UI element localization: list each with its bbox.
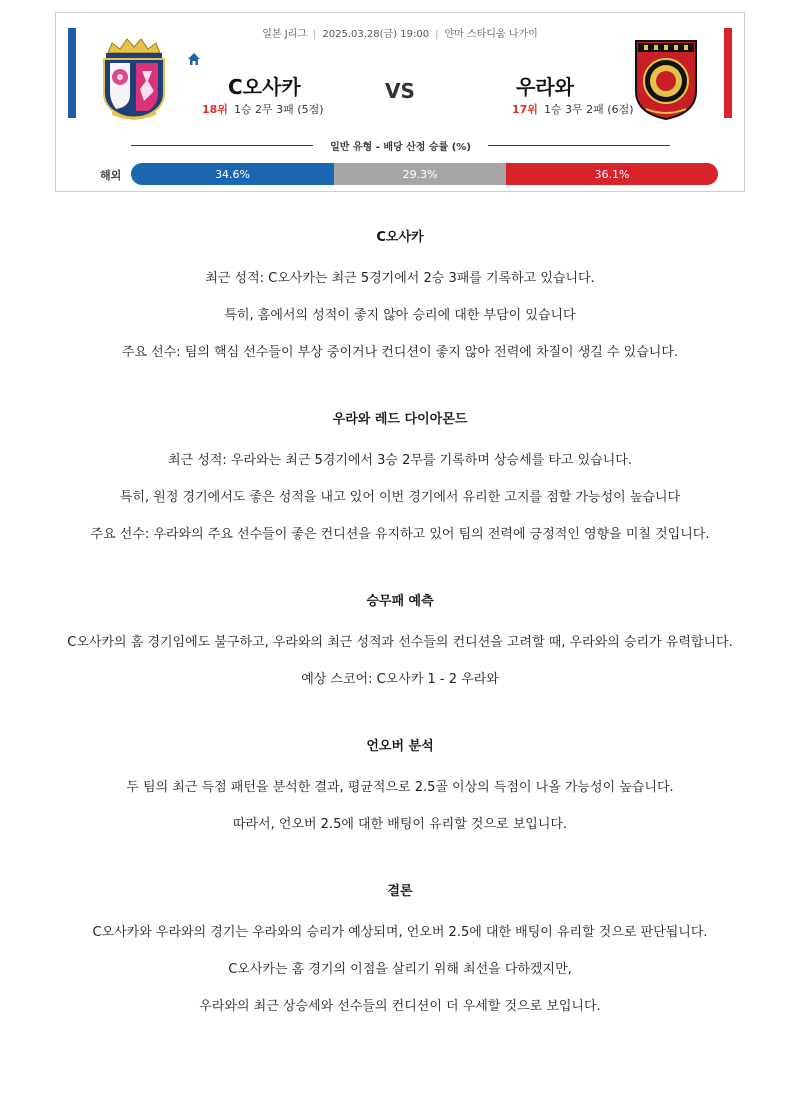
match-datetime: 2025.03.28(금) 19:00 [322, 29, 430, 40]
section-title: 언오버 분석 [366, 739, 434, 754]
home-win-probability: 34.6% [131, 163, 334, 185]
section-paragraph: 따라서, 언오버 2.5에 대한 배팅이 유리할 것으로 보입니다. [232, 817, 568, 832]
section-paragraph: 최근 성적: 우라와는 최근 5경기에서 3승 2무를 기록하며 상승세를 타고 있습니다. [168, 453, 632, 468]
away-team-crest-icon [624, 35, 708, 121]
home-color-bar [68, 28, 76, 118]
analysis-section [0, 412, 800, 544]
section-paragraph: C오사카는 홈 경기의 이점을 살리기 위해 최선을 다하겠지만, [228, 962, 572, 977]
away-team-standing: 1승 3무 2패 (6점) [543, 103, 634, 116]
away-team-record [512, 101, 634, 117]
section-title: 승무패 예측 [366, 594, 434, 609]
section-paragraph: C오사카의 홈 경기임에도 불구하고, 우라와의 최근 성적과 선수들의 컨디션을 고려할 때, 우라와의 승리가 유력합니다. [67, 635, 733, 650]
away-team-name: 우라와 [516, 75, 574, 99]
away-team-rank: 17위 [512, 103, 538, 116]
section-paragraph: C오사카와 우라와의 경기는 우라와의 승리가 예상되며, 언오버 2.5에 대한 배팅이 유리할 것으로 판단됩니다. [92, 925, 708, 940]
home-team-rank: 18위 [202, 103, 228, 116]
away-win-probability: 36.1% [506, 163, 718, 185]
odds-divider-left [131, 145, 313, 146]
venue-label: 얀마 스타디움 나가이 [444, 29, 538, 40]
vs-label: VS [385, 79, 415, 103]
home-team-record [202, 101, 324, 117]
section-paragraph: 주요 선수: 우라와의 주요 선수들이 좋은 컨디션을 유지하고 있어 팀의 전력에 긍정적인 영향을 미칠 것입니다. [90, 527, 710, 542]
section-title: 우라와 레드 다이아몬드 [332, 412, 468, 427]
odds-title: 일반 유형 - 배당 산정 승률 (%) [330, 142, 471, 153]
section-paragraph: 두 팀의 최근 득점 패턴을 분석한 결과, 평균적으로 2.5골 이상의 득점이 나올 가능성이 높습니다. [126, 780, 674, 795]
match-meta: 일본 J리그 | 2025.03.28(금) 19:00 | 얀마 스타디움 나가이 [262, 29, 538, 40]
section-title: 결론 [387, 884, 413, 899]
section-paragraph: 주요 선수: 팀의 핵심 선수들이 부상 중이거나 컨디션이 좋지 않아 전력에 차질이 생길 수 있습니다. [121, 345, 679, 360]
section-paragraph: 최근 성적: C오사카는 최근 5경기에서 2승 3패를 기록하고 있습니다. [205, 271, 595, 286]
analysis-section [0, 594, 800, 689]
section-paragraph: 우라와의 최근 상승세와 선수들의 컨디션이 더 우세할 것으로 보입니다. [199, 999, 601, 1014]
section-paragraph: 특히, 홈에서의 성적이 좋지 않아 승리에 대한 부담이 있습니다 [224, 308, 576, 323]
league-label: 일본 J리그 [262, 29, 307, 40]
section-paragraph: 예상 스코어: C오사카 1 - 2 우라와 [301, 672, 499, 687]
analysis-article [0, 230, 800, 1066]
analysis-section [0, 884, 800, 1016]
section-title: C오사카 [376, 230, 424, 245]
home-team-crest-icon [92, 35, 176, 121]
draw-probability: 29.3% [334, 163, 506, 185]
odds-row-label: 해외 [100, 169, 122, 182]
win-probability-bar [131, 163, 718, 185]
home-team-standing: 1승 2무 3패 (5점) [233, 103, 324, 116]
analysis-section [0, 739, 800, 834]
home-team-name: C오사카 [228, 75, 301, 99]
match-card [55, 12, 745, 192]
section-paragraph: 특히, 원정 경기에서도 좋은 성적을 내고 있어 이번 경기에서 유리한 고지를 점할 가능성이 높습니다 [119, 490, 681, 505]
away-color-bar [724, 28, 732, 118]
analysis-section [0, 230, 800, 362]
home-icon [186, 51, 202, 67]
odds-divider-right [488, 145, 670, 146]
